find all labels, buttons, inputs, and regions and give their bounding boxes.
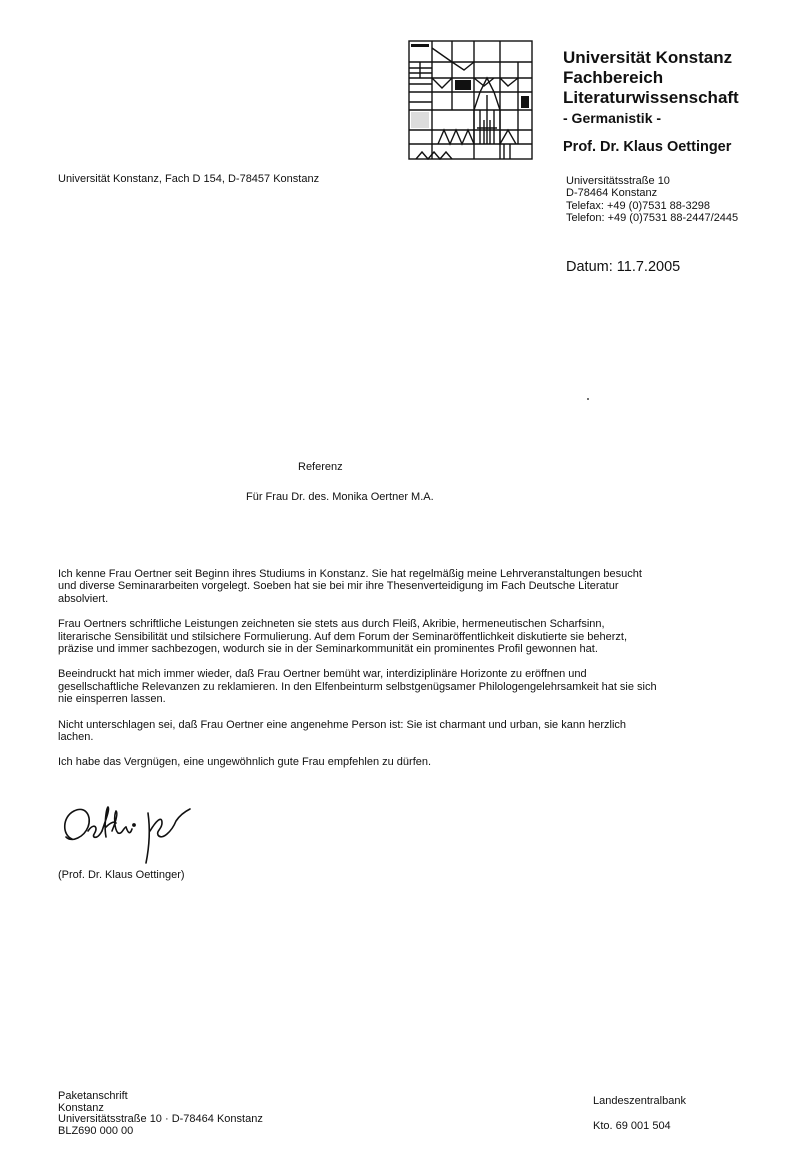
bank-code: BLZ690 000 00 — [58, 1124, 134, 1137]
date-value: 11.7.2005 — [616, 259, 681, 275]
body-paragraph: Nicht unterschlagen sei, daß Frau Oertner eine angenehme Person ist: Sie ist charmant und urban, sie kann herzlich lachen. — [58, 718, 627, 744]
faculty-name: Fachbereich — [563, 68, 664, 87]
bank-name: Landeszentralbank — [593, 1095, 686, 1107]
parcel-city: Konstanz — [58, 1101, 104, 1114]
body-paragraph: Ich kenne Frau Oertner seit Beginn ihres Studiums in Konstanz. Sie hat regelmäßig meine Lehrveranstaltungen besucht und diverse Seminararbeiten vorgelegt. Soeben hat sie bei mir ihre Thesenverteidigung im Fach Deutsche Literatur absolviert. — [58, 568, 642, 605]
letter-body — [58, 568, 658, 782]
professor-heading: Prof. Dr. Klaus Oettinger — [563, 139, 732, 155]
letter-subject: Referenz — [298, 461, 343, 473]
contact-phone: Telefon: +49 (0)7531 88-2447/2445 — [566, 212, 739, 225]
contact-city: D-78464 Konstanz — [566, 187, 658, 200]
bank-account: Kto. 69 001 504 — [593, 1120, 671, 1132]
body-paragraph: Ich habe das Vergnügen, eine ungewöhnlich gute Frau empfehlen zu dürfen. — [58, 756, 432, 769]
body-paragraph: Beeindruckt hat mich immer wieder, daß Frau Oertner bemüht war, interdiziplinäre Horizonte zu eröffnen und gesellschaftliche Relevanzen zu reklamieren. In den Elfenbeinturm selbstgenügsamer Philologengelehrsamkeit hat sie sich nie einsperren lassen. — [58, 668, 657, 706]
institution-header — [563, 48, 739, 128]
parcel-street: Universitätsstraße 10 · D-78464 Konstanz — [58, 1113, 263, 1125]
parcel-label: Paketanschrift — [58, 1090, 128, 1102]
date-label: Datum: — [566, 259, 613, 275]
handwritten-signature — [58, 797, 198, 869]
university-logo — [408, 40, 533, 170]
recipient-line: Für Frau Dr. des. Monika Oertner M.A. — [246, 491, 434, 503]
contact-street: Universitätsstraße 10 — [566, 175, 670, 187]
scan-speck — [587, 398, 589, 400]
signatory-name: (Prof. Dr. Klaus Oettinger) — [58, 869, 185, 881]
university-name: Universität Konstanz — [563, 48, 733, 67]
letter-date — [566, 259, 680, 275]
department-name: Literaturwissenschaft — [563, 88, 739, 107]
body-paragraph: Frau Oertners schriftliche Leistungen zeichneten sie stets aus durch Fleiß, Akribie, hermeneutischen Scharfsinn, literarische Sensibilität und stilsichere Formulierung. Auf dem Forum der Seminaröffentlichkeit diskutierte sie beherzt, präzise und immer sachbezogen, wodurch sie in der Seminarkommunität ein prominentes Profil gewonnen hat. — [58, 618, 627, 656]
parcel-address-block — [58, 1091, 263, 1137]
contact-block — [566, 175, 738, 225]
contact-fax: Telefax: +49 (0)7531 88-3298 — [566, 199, 711, 212]
subject-area: - Germanistik - — [563, 110, 662, 126]
sender-address-line: Universität Konstanz, Fach D 154, D-78457 Konstanz — [58, 173, 320, 185]
